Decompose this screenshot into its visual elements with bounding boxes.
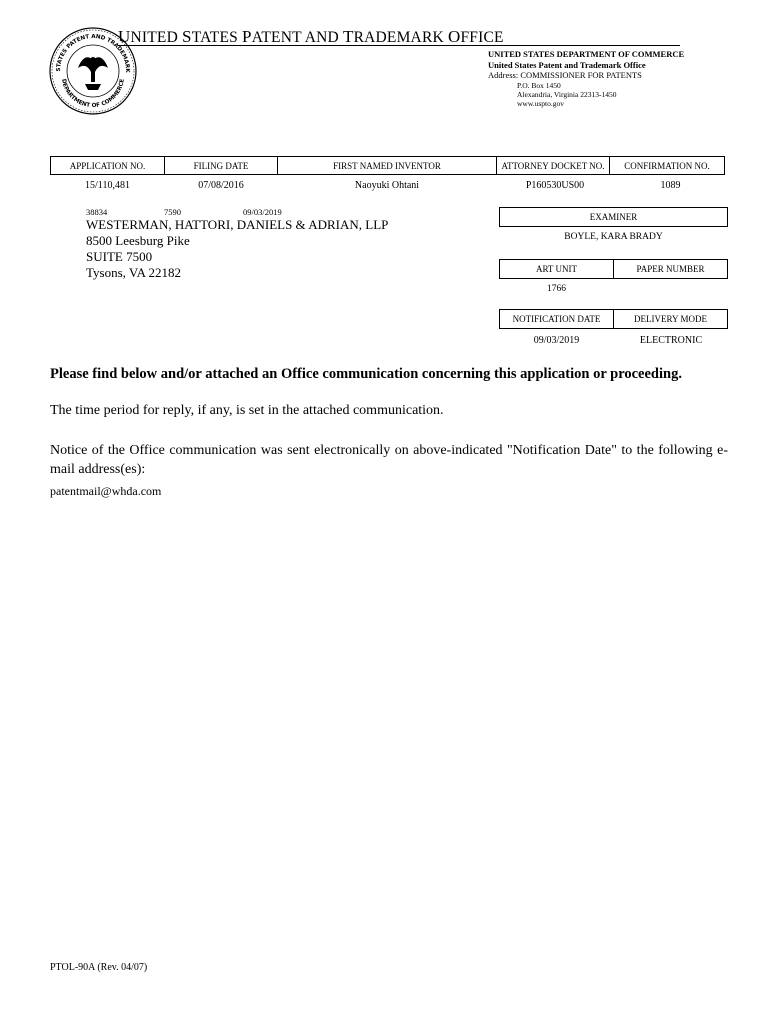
art-unit-label: ART UNIT <box>535 264 578 274</box>
notification-date-label: NOTIFICATION DATE <box>512 314 601 324</box>
dept-line1: UNITED STATES DEPARTMENT OF COMMERCE <box>488 49 685 59</box>
dept-line2: United States Patent and Trademark Office <box>488 59 646 70</box>
dept-po-box: P.O. Box 1450 <box>517 80 561 90</box>
col-application-no: APPLICATION NO. <box>51 157 165 175</box>
dept-website: www.uspto.gov <box>517 98 565 108</box>
form-identifier: PTOL-90A (Rev. 04/07) <box>50 962 148 973</box>
header-table <box>50 156 725 175</box>
col-attorney-docket-no: ATTORNEY DOCKET NO. <box>497 157 610 175</box>
delivery-mode-value: ELECTRONIC <box>639 335 703 346</box>
examiner-label-box: EXAMINER <box>499 207 728 227</box>
mail-date: 09/03/2019 <box>243 207 282 217</box>
suite: SUITE 7500 <box>86 249 153 264</box>
seal-top-text: STATES PATENT AND TRADEMARK <box>55 33 131 73</box>
paper-number-label: PAPER NUMBER <box>613 260 727 278</box>
customer-number: 38834 <box>86 207 108 217</box>
reply-period-text: The time period for reply, if any, is set in the attached communication. <box>50 403 444 418</box>
seal-bottom-text: DEPARTMENT OF COMMERCE <box>60 78 126 110</box>
notification-box <box>499 309 728 329</box>
delivery-mode-label: DELIVERY MODE <box>613 310 727 328</box>
dept-city: Alexandria, Virginia 22313-1450 <box>517 89 617 99</box>
electronic-notice-text: Notice of the Office communication was sent electronically on above-indicated "Notification Date" to the following e-mail address(es): <box>50 443 728 477</box>
filing-date-value: 07/08/2016 <box>198 180 244 191</box>
title-rule <box>118 45 680 46</box>
street: 8500 Leesburg Pike <box>86 233 190 248</box>
inventor-value: Naoyuki Ohtani <box>354 180 420 191</box>
dept-address: Address: COMMISSIONER FOR PATENTS <box>488 70 642 80</box>
email-address[interactable]: patentmail@whda.com <box>50 484 162 498</box>
confirmation-value: 1089 <box>660 180 681 191</box>
notification-date-value: 09/03/2019 <box>533 335 580 346</box>
department-block <box>488 49 684 108</box>
col-filing-date: FILING DATE <box>165 157 278 175</box>
col-confirmation-no: CONFIRMATION NO. <box>610 157 725 175</box>
col-first-named-inventor: FIRST NAMED INVENTOR <box>278 157 497 175</box>
examiner-name: BOYLE, KARA BRADY <box>564 232 663 242</box>
mail-code: 7590 <box>164 207 181 217</box>
office-title: UNITED STATES PATENT AND TRADEMARK OFFICE <box>118 27 504 46</box>
correspondence-address <box>86 217 388 281</box>
city: Tysons, VA 22182 <box>86 265 182 280</box>
application-no-value: 15/110,481 <box>85 180 130 191</box>
firm-name: WESTERMAN, HATTORI, DANIELS & ADRIAN, LLP <box>86 217 389 232</box>
notice-heading: Please find below and/or attached an Office communication concerning this application or proceeding. <box>50 366 682 382</box>
art-unit-value: 1766 <box>547 284 566 294</box>
art-unit-box <box>499 259 728 279</box>
docket-value: P160530US00 <box>525 180 585 191</box>
